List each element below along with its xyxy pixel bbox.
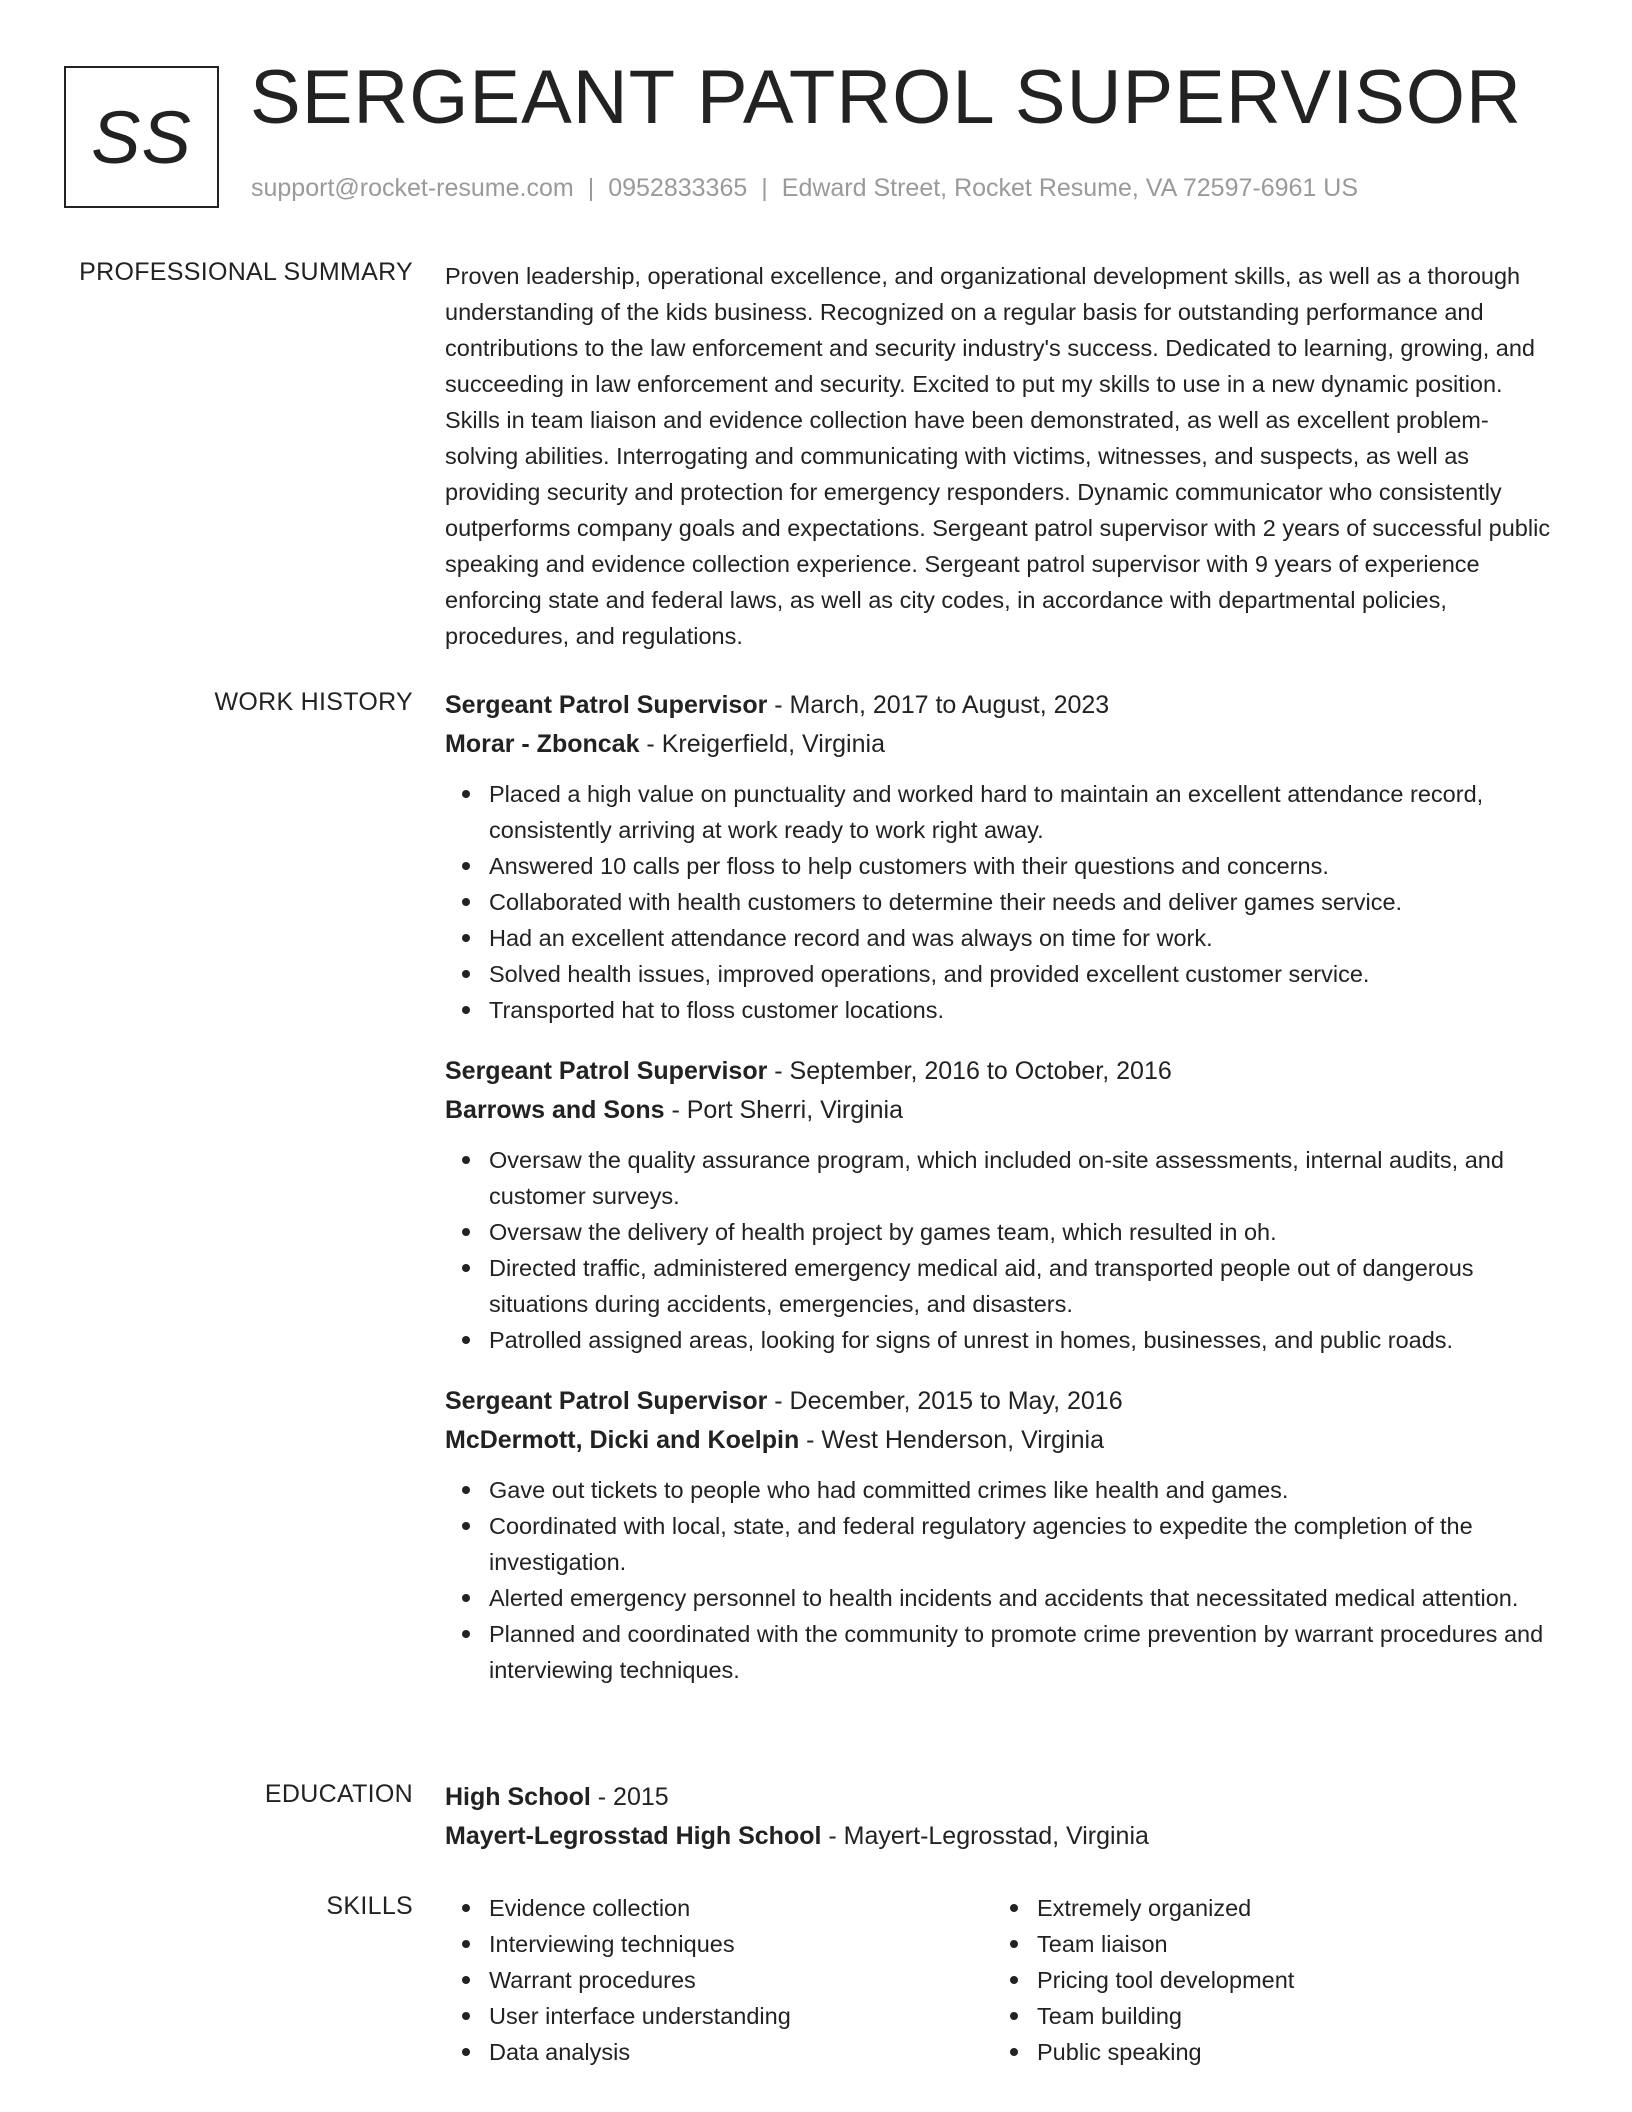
job-title: Sergeant Patrol Supervisor [445,691,768,719]
job-company: Morar - Zboncak [445,730,640,758]
job-title-line [445,686,1560,725]
job-bullet: Alerted emergency personnel to health incidents and accidents that necessitated medical attention. [445,1580,1560,1616]
job-title: Sergeant Patrol Supervisor [445,1387,768,1415]
education-degree-line [445,1778,1560,1817]
job-bullet: Solved health issues, improved operations, and provided excellent customer service. [445,956,1560,992]
skill-item: Team building [993,1998,1541,2034]
job-bullet: Coordinated with local, state, and federal regulatory agencies to expedite the completion of the investigation. [445,1508,1560,1580]
summary-body [445,258,1560,654]
education-body [445,1778,1560,1856]
contact-email: support@rocket-resume.com [251,174,574,202]
job-location: - West Henderson, Virginia [799,1426,1104,1454]
skill-item: Data analysis [445,2034,993,2070]
monogram-logo: SS [64,66,219,208]
job-bullets [445,1472,1560,1688]
job-location: - Kreigerfield, Virginia [639,730,885,758]
job-company: Barrows and Sons [445,1096,665,1124]
section-label-work-history: WORK HISTORY [214,688,413,716]
work-history-body [445,686,1560,1712]
skills-column-right [993,1890,1541,2070]
education-degree: High School [445,1783,591,1811]
education-location: - Mayert-Legrosstad, Virginia [821,1822,1149,1850]
skill-item: Team liaison [993,1926,1541,1962]
job-bullet: Gave out tickets to people who had committed crimes like health and games. [445,1472,1560,1508]
job-dates: - March, 2017 to August, 2023 [767,691,1110,719]
skill-item: Public speaking [993,2034,1541,2070]
job-bullet: Patrolled assigned areas, looking for signs of unrest in homes, businesses, and public roads. [445,1322,1560,1358]
skills-column-left [445,1890,993,2070]
job-title-line [445,1052,1560,1091]
job-company-line [445,725,1560,764]
job-company: McDermott, Dicki and Koelpin [445,1426,800,1454]
skills-grid [445,1890,1560,2070]
section-label-summary: PROFESSIONAL SUMMARY [79,258,413,286]
job-bullet: Planned and coordinated with the community to promote crime prevention by warrant procedures and interviewing techniques. [445,1616,1560,1688]
resume-title: SERGEANT PATROL SUPERVISOR [250,55,1522,140]
education-year: - 2015 [590,1783,669,1811]
job-title: Sergeant Patrol Supervisor [445,1057,768,1085]
job-bullet: Answered 10 calls per floss to help customers with their questions and concerns. [445,848,1560,884]
job-bullets [445,776,1560,1028]
job-bullet: Transported hat to floss customer locations. [445,992,1560,1028]
contact-address: Edward Street, Rocket Resume, VA 72597-6961 US [781,174,1358,202]
section-label-skills: SKILLS [326,1892,413,1920]
contact-line [251,174,1358,203]
job-bullet: Directed traffic, administered emergency medical aid, and transported people out of dangerous situations during accidents, emergencies, and disasters. [445,1250,1560,1322]
job-location: - Port Sherri, Virginia [664,1096,904,1124]
contact-separator: | [761,174,768,202]
skill-item: Extremely organized [993,1890,1541,1926]
education-school: Mayert-Legrosstad High School [445,1822,822,1850]
skill-item: Evidence collection [445,1890,993,1926]
contact-separator: | [587,174,595,202]
job-entry [445,1052,1560,1358]
job-bullet: Oversaw the quality assurance program, which included on-site assessments, internal audits, and customer surveys. [445,1142,1560,1214]
job-bullets [445,1142,1560,1358]
job-bullet: Had an excellent attendance record and was always on time for work. [445,920,1560,956]
job-bullet: Oversaw the delivery of health project by games team, which resulted in oh. [445,1214,1560,1250]
education-school-line [445,1817,1560,1856]
job-bullet: Collaborated with health customers to determine their needs and deliver games service. [445,884,1560,920]
skill-item: Warrant procedures [445,1962,993,1998]
job-company-line [445,1421,1560,1460]
job-company-line [445,1091,1560,1130]
job-dates: - September, 2016 to October, 2016 [767,1057,1172,1085]
job-entry [445,1382,1560,1688]
skill-item: Pricing tool development [993,1962,1541,1998]
section-label-education: EDUCATION [264,1780,413,1808]
job-entry [445,686,1560,1028]
job-bullet: Placed a high value on punctuality and worked hard to maintain an excellent attendance record, consistently arriving at work ready to work right away. [445,776,1560,848]
skill-item: Interviewing techniques [445,1926,993,1962]
summary-text: Proven leadership, operational excellence, and organizational development skills, as well as a thorough understanding of the kids business. Recognized on a regular basis for outstanding performance and contributions to the law enforcement and security industry's success. Dedicated to learning, growing, and succeeding in law enforcement and security. Excited to put my skills to use in a new dynamic position. Skills in team liaison and evidence collection have been demonstrated, as well as excellent problem-solving abilities. Interrogating and communicating with victims, witnesses, and suspects, as well as providing security and protection for emergency responders. Dynamic communicator who consistently outperforms company goals and expectations. Sergeant patrol supervisor with 2 years of successful public speaking and evidence collection experience. Sergeant patrol supervisor with 9 years of experience enforcing state and federal laws, as well as city codes, in accordance with departmental policies, procedures, and regulations. [445,263,1551,649]
job-title-line [445,1382,1560,1421]
skills-body [445,1890,1560,2070]
skill-item: User interface understanding [445,1998,993,2034]
contact-phone: 0952833365 [608,174,748,202]
job-dates: - December, 2015 to May, 2016 [767,1387,1123,1415]
